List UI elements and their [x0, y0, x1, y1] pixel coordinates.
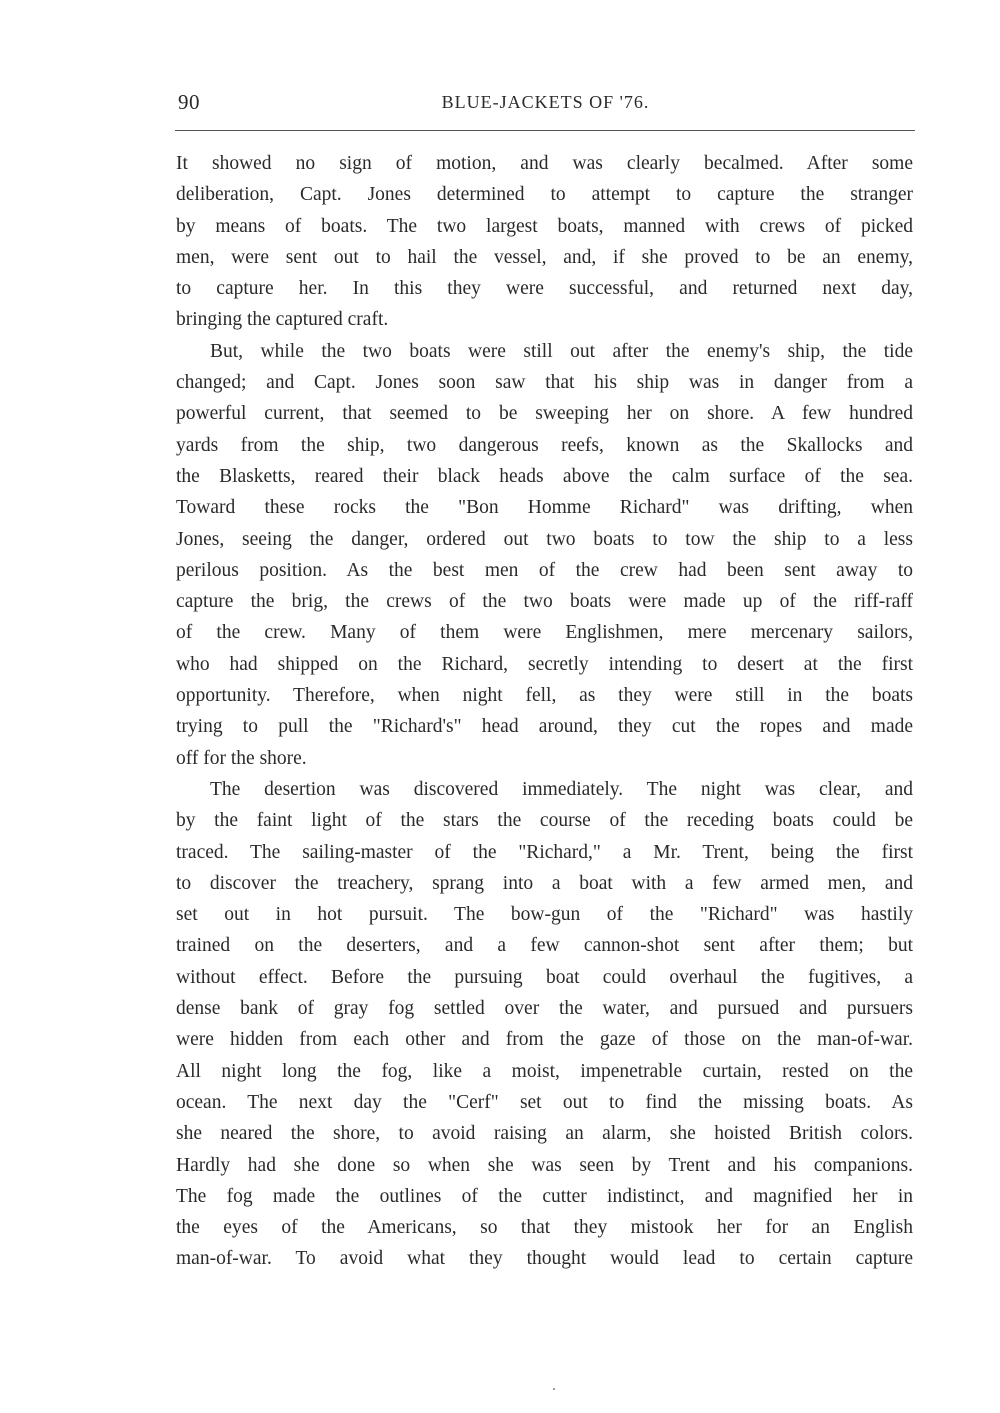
- text-line: man-of-war. To avoid what they thought would lead to certain capture: [176, 1248, 913, 1270]
- header-rule: [175, 130, 915, 131]
- text-line: bringing the captured craft.: [176, 309, 389, 331]
- text-line: the Blasketts, reared their black heads above the calm surface of the sea.: [176, 465, 913, 487]
- text-line: set out in hot pursuit. The bow-gun of the "Richard" was hastily: [176, 904, 913, 926]
- text-line: changed; and Capt. Jones soon saw that his ship was in danger from a: [176, 372, 913, 394]
- text-line: men, were sent out to hail the vessel, and, if she proved to be an enemy,: [176, 246, 913, 268]
- text-line: The desertion was discovered immediately. The night was clear, and: [210, 778, 913, 800]
- text-line: were hidden from each other and from the gaze of those on the man-of-war.: [176, 1029, 913, 1051]
- text-line: powerful current, that seemed to be sweeping her on shore. A few hundred: [176, 403, 913, 425]
- text-line: Jones, seeing the danger, ordered out two boats to tow the ship to a less: [176, 528, 913, 550]
- text-line: who had shipped on the Richard, secretly intending to desert at the first: [176, 653, 913, 675]
- text-line: off for the shore.: [176, 747, 307, 769]
- text-line: to discover the treachery, sprang into a boat with a few armed men, and: [176, 872, 913, 894]
- text-line: to capture her. In this they were successful, and returned next day,: [176, 278, 913, 300]
- text-line: trying to pull the "Richard's" head around, they cut the ropes and made: [176, 716, 913, 738]
- text-line: dense bank of gray fog settled over the water, and pursued and pursuers: [176, 998, 913, 1020]
- text-line: perilous position. As the best men of the crew had been sent away to: [176, 559, 913, 581]
- body-text: [176, 148, 913, 1275]
- text-line: without effect. Before the pursuing boat could overhaul the fugitives, a: [176, 966, 913, 988]
- text-line: It showed no sign of motion, and was clearly becalmed. After some: [176, 153, 913, 174]
- text-line: Toward these rocks the "Bon Homme Richard" was drifting, when: [176, 497, 913, 519]
- page-number: 90: [178, 90, 200, 114]
- text-line: by the faint light of the stars the course of the receding boats could be: [176, 810, 913, 832]
- text-line: All night long the fog, like a moist, impenetrable curtain, rested on the: [176, 1060, 913, 1082]
- stray-mark: [553, 1388, 555, 1390]
- text-line: the eyes of the Americans, so that they mistook her for an English: [176, 1217, 913, 1239]
- text-line: The fog made the outlines of the cutter indistinct, and magnified her in: [176, 1185, 913, 1207]
- text-line: trained on the deserters, and a few cannon-shot sent after them; but: [176, 935, 913, 957]
- text-line: capture the brig, the crews of the two boats were made up of the riff-raff: [176, 591, 913, 613]
- text-line: But, while the two boats were still out after the enemy's ship, the tide: [210, 340, 913, 362]
- text-line: by means of boats. The two largest boats, manned with crews of picked: [176, 215, 913, 237]
- text-line: yards from the ship, two dangerous reefs, known as the Skallocks and: [176, 434, 913, 456]
- running-title: BLUE-JACKETS OF '76.: [441, 92, 650, 112]
- text-line: ocean. The next day the "Cerf" set out to find the missing boats. As: [176, 1091, 913, 1113]
- text-line: traced. The sailing-master of the "Richard," a Mr. Trent, being the first: [176, 841, 913, 863]
- text-line: Hardly had she done so when she was seen by Trent and his companions.: [176, 1154, 913, 1176]
- text-line: opportunity. Therefore, when night fell, as they were still in the boats: [176, 685, 913, 707]
- text-line: she neared the shore, to avoid raising an alarm, she hoisted British colors.: [176, 1123, 913, 1145]
- page-header: [178, 90, 913, 120]
- text-line: deliberation, Capt. Jones determined to attempt to capture the stranger: [176, 184, 913, 206]
- text-line: of the crew. Many of them were Englishmen, mere mercenary sailors,: [176, 622, 913, 644]
